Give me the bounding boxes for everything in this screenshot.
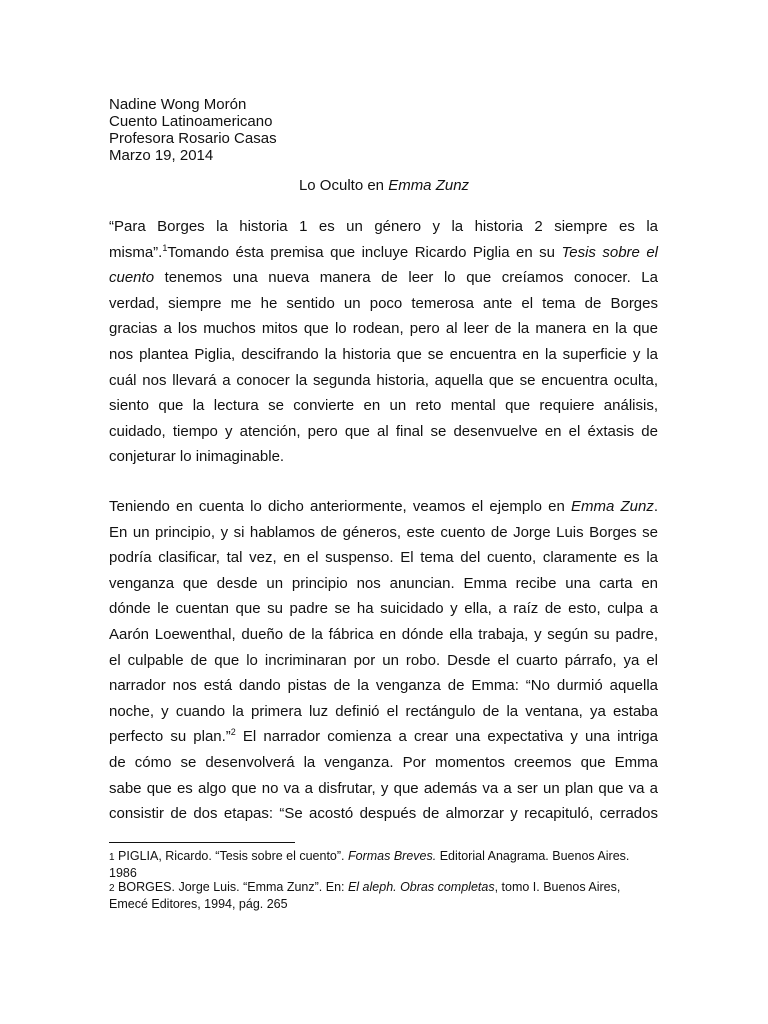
text-line: el culpable de que lo incriminaran por un robo. Desde el cuarto párrafo, ya el — [109, 651, 658, 669]
line-text: El narrador comienza a crear una expectativa y una intriga — [235, 728, 658, 746]
paragraph-2 — [109, 494, 658, 827]
document-title — [0, 177, 768, 194]
footnote-ref-1[interactable]: 1 — [162, 242, 168, 253]
document-date: Marzo 19, 2014 — [109, 147, 214, 164]
italic-title: Tesis sobre el — [561, 243, 658, 261]
text-line: conjeturar lo inimaginable. — [109, 448, 285, 466]
text-line: noche, y cuando la primera luz definió el rectángulo de la ventana, ya estaba — [109, 702, 658, 720]
title-prefix: Lo Oculto en — [298, 177, 389, 194]
footnote-number: 2 — [109, 883, 115, 894]
text-line: venganza que desde un principio nos anuncian. Emma recibe una carta en — [109, 574, 658, 592]
footnote-1 — [109, 849, 689, 880]
footnotes — [109, 849, 689, 911]
quote-end: misma”. — [109, 243, 163, 261]
footnote-italic: El aleph. Obras completas — [347, 880, 495, 894]
title-work: Emma Zunz — [388, 177, 470, 194]
footnote-italic: Formas Breves. — [348, 849, 437, 863]
text-line: narrador nos está dando pistas de la venganza de Emma: “No durmió aquella — [109, 677, 658, 695]
line-text: Teniendo en cuenta lo dicho anteriormente, veamos el ejemplo en — [109, 498, 571, 515]
footnote-text: Editorial Anagrama. Buenos Aires. — [436, 849, 630, 863]
footnote-number: 1 — [109, 852, 115, 863]
line-text: Tomando ésta premisa que incluye Ricardo Piglia en su — [167, 243, 562, 261]
footnote-text: BORGES. Jorge Luis. “Emma Zunz”. En: — [114, 880, 348, 894]
course-name: Cuento Latinoamericano — [109, 113, 273, 130]
paragraph-1 — [109, 214, 658, 470]
text-line — [109, 494, 658, 520]
text-line: sabe que es algo que no va a disfrutar, y que además va a ser un plan que va a — [109, 779, 658, 797]
footnote-text: PIGLIA, Ricardo. “Tesis sobre el cuento”. — [114, 849, 348, 863]
footnote-text: 1986 — [109, 865, 137, 880]
footnote-2 — [109, 880, 689, 911]
italic-title: Emma Zunz — [570, 498, 654, 515]
text-line: nos plantea Piglia, descifrando la historia que se encuentra en la superficie y la — [109, 345, 658, 363]
text-line: podría clasificar, tal vez, en el suspenso. El tema del cuento, claramente es la — [109, 549, 658, 567]
text-line: dónde le cuentan que su padre se ha suicidado y ella, a raíz de esto, culpa a — [109, 600, 658, 618]
text-line — [109, 724, 658, 750]
text-line: consistir de dos etapas: “Se acostó después de almorzar y recapituló, cerrados — [109, 805, 658, 823]
footnote-ref-2[interactable]: 2 — [230, 727, 236, 738]
text-line: Aarón Loewenthal, dueño de la fábrica en dónde ella trabaja, y según su padre, — [109, 625, 658, 643]
text-line: de cómo se desenvolverá la venganza. Por momentos creemos que Emma — [109, 753, 658, 771]
text-line — [109, 240, 658, 266]
document-header — [109, 96, 277, 164]
line-text: perfecto su plan.” — [109, 728, 231, 746]
professor-name: Profesora Rosario Casas — [109, 130, 277, 147]
italic-title: cuento — [109, 269, 155, 287]
period: . — [653, 498, 658, 515]
footnote-text: , tomo I. Buenos Aires, — [494, 880, 621, 894]
text-line: cuidado, tiempo y atención, pero que al final se desenvuelve en el éxtasis de — [109, 422, 658, 440]
text-line: cuál nos llevará a conocer la segunda historia, aquella que se encuentra oculta, — [109, 371, 658, 389]
text-line: gracias a los muchos mitos que lo rodean, pero al leer de la manera en la que — [109, 320, 658, 338]
text-line: “Para Borges la historia 1 es un género y la historia 2 siempre es la — [109, 218, 658, 235]
text-line: verdad, siempre me he sentido un poco temerosa ante el tema de Borges — [109, 294, 658, 312]
footnote-divider — [109, 842, 295, 843]
text-line: En un principio, y si hablamos de géneros, este cuento de Jorge Luis Borges se — [109, 523, 658, 541]
line-text: tenemos una nueva manera de leer lo que creíamos conocer. La — [154, 269, 658, 287]
author-name: Nadine Wong Morón — [109, 96, 247, 113]
text-line: siento que la lectura se convierte en un reto mental que requiere análisis, — [109, 397, 658, 415]
footnote-text: Emecé Editores, 1994, pág. 265 — [109, 896, 288, 911]
text-line — [109, 265, 658, 291]
